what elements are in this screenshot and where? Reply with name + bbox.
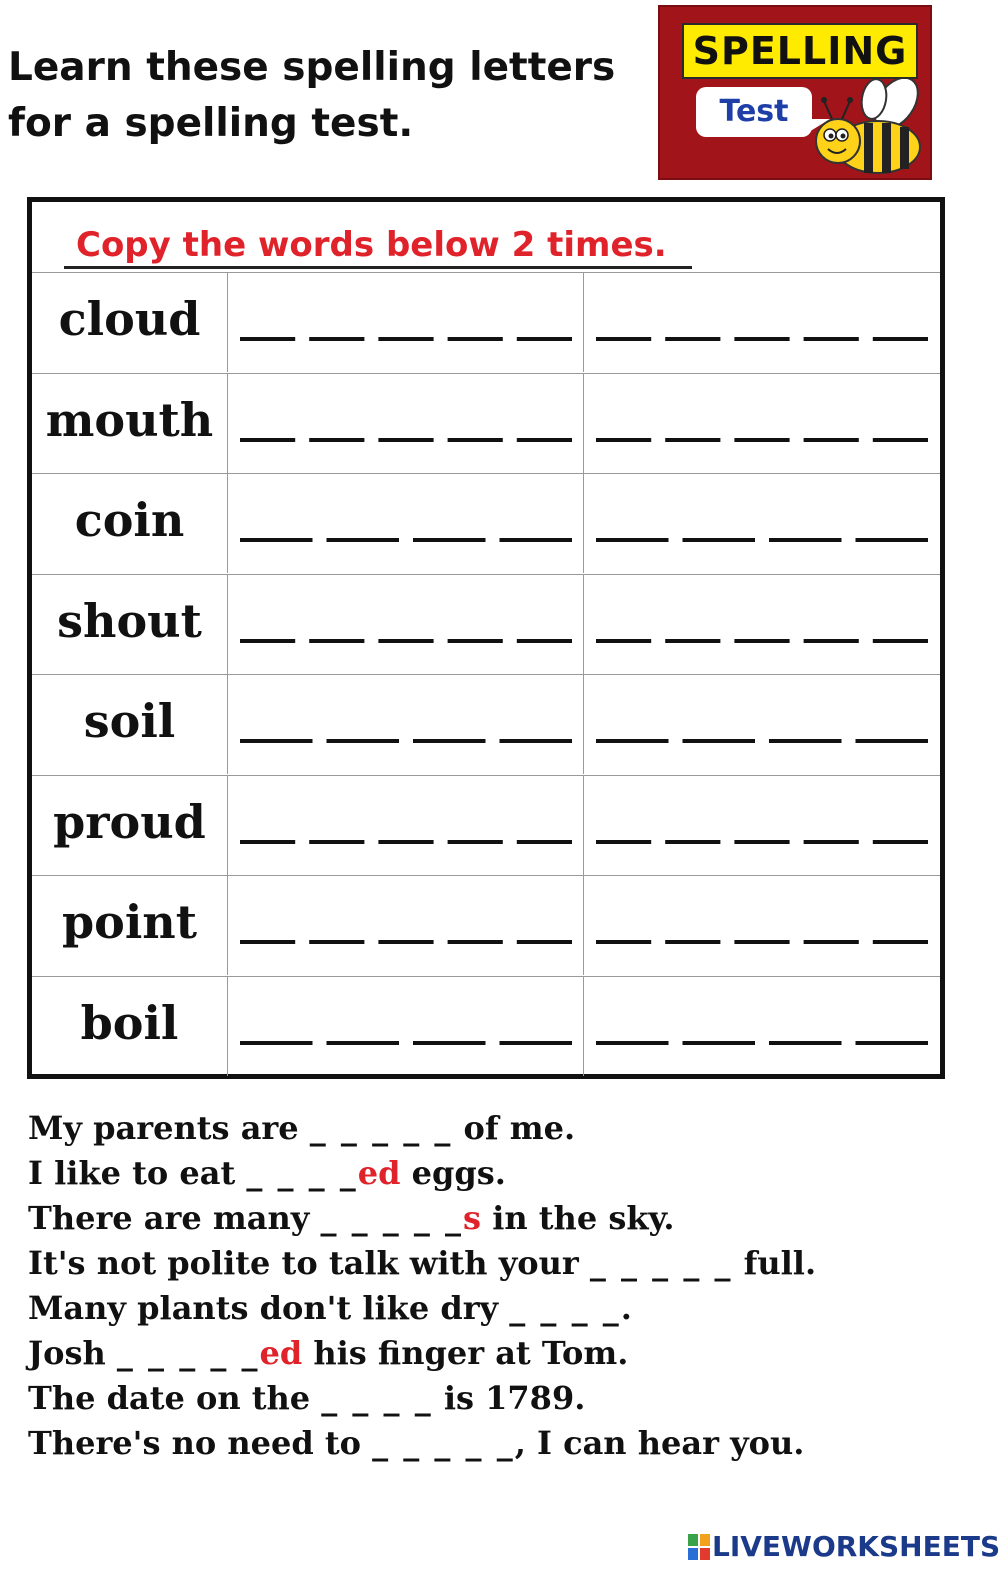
letter-blanks bbox=[584, 977, 940, 1077]
answer-blank[interactable]: _ _ _ _ bbox=[509, 1289, 621, 1327]
liveworksheets-logo bbox=[688, 1530, 1000, 1564]
copy-cell-2[interactable] bbox=[584, 876, 940, 975]
sentence-text-end: of me. bbox=[452, 1109, 576, 1147]
footer-brand: LIVEWORKSHEETS bbox=[712, 1530, 1000, 1563]
sentence bbox=[28, 1106, 978, 1151]
table-row bbox=[32, 272, 940, 372]
copy-cell-1[interactable] bbox=[228, 273, 584, 372]
sentence-text-end: his finger at Tom. bbox=[302, 1334, 629, 1372]
word-suffix: ed bbox=[357, 1154, 401, 1192]
logo-banner: SPELLING bbox=[682, 23, 918, 79]
answer-blank[interactable]: _ _ _ _ bbox=[321, 1379, 433, 1417]
letter-blanks bbox=[228, 675, 584, 775]
spelling-word: cloud bbox=[32, 273, 228, 372]
copy-cell-2[interactable] bbox=[584, 273, 940, 372]
sentence bbox=[28, 1151, 978, 1196]
sentence-text: I like to eat bbox=[28, 1154, 247, 1192]
copy-cell-2[interactable] bbox=[584, 675, 940, 774]
table-row bbox=[32, 674, 940, 774]
answer-blank[interactable]: _ _ _ _ bbox=[246, 1154, 358, 1192]
sentence bbox=[28, 1241, 978, 1286]
table-row bbox=[32, 775, 940, 875]
spelling-word: coin bbox=[32, 474, 228, 573]
copy-cell-2[interactable] bbox=[584, 474, 940, 573]
answer-blank[interactable]: _ _ _ _ _ bbox=[589, 1244, 733, 1282]
letter-blanks bbox=[584, 273, 940, 373]
spelling-test-logo bbox=[658, 5, 932, 180]
letter-blanks bbox=[584, 776, 940, 876]
sentence-text-end: , I can hear you. bbox=[514, 1424, 805, 1462]
copy-cell-2[interactable] bbox=[584, 575, 940, 674]
letter-blanks bbox=[228, 474, 584, 574]
sentence-text-end: full. bbox=[732, 1244, 817, 1282]
copy-cell-1[interactable] bbox=[228, 474, 584, 573]
intro-heading bbox=[8, 40, 616, 152]
letter-blanks bbox=[584, 474, 940, 574]
answer-blank[interactable]: _ _ _ _ _ bbox=[116, 1334, 260, 1372]
table-row bbox=[32, 976, 940, 1076]
spelling-word: point bbox=[32, 876, 228, 975]
letter-blanks bbox=[584, 876, 940, 976]
copy-cell-2[interactable] bbox=[584, 977, 940, 1076]
letter-blanks bbox=[584, 575, 940, 675]
sentence-text: Josh bbox=[28, 1334, 117, 1372]
spelling-word: boil bbox=[32, 977, 228, 1076]
sentence-text-end: is 1789. bbox=[432, 1379, 586, 1417]
sentence-text-end: . bbox=[620, 1289, 632, 1327]
spelling-word: soil bbox=[32, 675, 228, 774]
spelling-word: shout bbox=[32, 575, 228, 674]
table-row bbox=[32, 875, 940, 975]
letter-blanks bbox=[228, 374, 584, 474]
sentence-text: There's no need to bbox=[28, 1424, 373, 1462]
letter-blanks bbox=[228, 575, 584, 675]
copy-cell-1[interactable] bbox=[228, 977, 584, 1076]
table-row bbox=[32, 473, 940, 573]
table-row bbox=[32, 574, 940, 674]
sentence-text-end: eggs. bbox=[400, 1154, 506, 1192]
table-instruction: Copy the words below 2 times. bbox=[64, 224, 692, 269]
intro-line-2: for a spelling test. bbox=[8, 101, 414, 146]
letter-blanks bbox=[584, 675, 940, 775]
copy-cell-2[interactable] bbox=[584, 776, 940, 875]
sentence-text: It's not polite to talk with your bbox=[28, 1244, 590, 1282]
sentence bbox=[28, 1376, 978, 1421]
copy-cell-1[interactable] bbox=[228, 675, 584, 774]
table-row bbox=[32, 373, 940, 473]
spelling-word: mouth bbox=[32, 374, 228, 473]
sentence bbox=[28, 1286, 978, 1331]
letter-blanks bbox=[228, 273, 584, 373]
letter-blanks bbox=[228, 776, 584, 876]
sentence-text: There are many bbox=[28, 1199, 321, 1237]
sentence-text: My parents are bbox=[28, 1109, 310, 1147]
spelling-word: proud bbox=[32, 776, 228, 875]
sentence-text: Many plants don't like dry bbox=[28, 1289, 510, 1327]
bee-icon bbox=[810, 79, 928, 179]
intro-line-1: Learn these spelling letters bbox=[8, 45, 616, 90]
word-suffix: s bbox=[463, 1199, 482, 1237]
sentence bbox=[28, 1331, 978, 1376]
copy-words-table bbox=[27, 197, 945, 1079]
sentence-text-end: in the sky. bbox=[481, 1199, 675, 1237]
sentence-list bbox=[28, 1106, 978, 1466]
liveworksheets-mark-icon bbox=[688, 1534, 710, 1560]
answer-blank[interactable]: _ _ _ _ _ bbox=[372, 1424, 515, 1462]
letter-blanks bbox=[584, 374, 940, 474]
sentence-text: The date on the bbox=[28, 1379, 322, 1417]
logo-speech-bubble: Test bbox=[696, 87, 812, 137]
copy-cell-2[interactable] bbox=[584, 374, 940, 473]
answer-blank[interactable]: _ _ _ _ _ bbox=[320, 1199, 464, 1237]
copy-cell-1[interactable] bbox=[228, 374, 584, 473]
letter-blanks bbox=[228, 876, 584, 976]
copy-cell-1[interactable] bbox=[228, 776, 584, 875]
sentence bbox=[28, 1196, 978, 1241]
copy-cell-1[interactable] bbox=[228, 876, 584, 975]
word-suffix: ed bbox=[259, 1334, 303, 1372]
letter-blanks bbox=[228, 977, 584, 1077]
copy-cell-1[interactable] bbox=[228, 575, 584, 674]
sentence bbox=[28, 1421, 978, 1466]
answer-blank[interactable]: _ _ _ _ _ bbox=[309, 1109, 453, 1147]
